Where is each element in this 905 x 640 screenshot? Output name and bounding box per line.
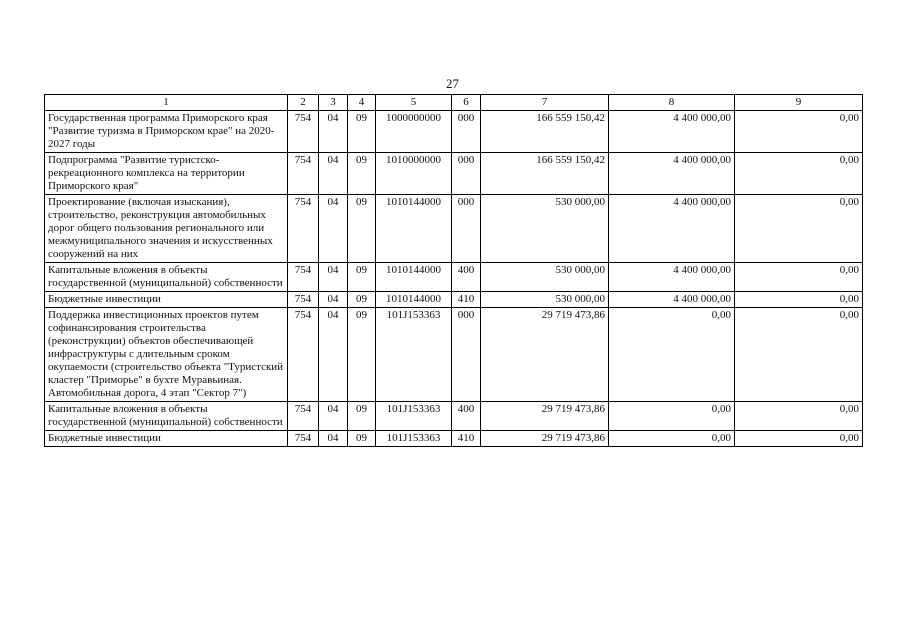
- amount-col7: 29 719 473,86: [481, 308, 609, 402]
- section-code: 04: [319, 431, 348, 447]
- target-article-code: 1010144000: [376, 263, 452, 292]
- header-cell: 6: [452, 95, 481, 111]
- table-row: [45, 153, 863, 195]
- ministry-code: 754: [288, 153, 319, 195]
- header-cell: 2: [288, 95, 319, 111]
- expense-type-code: 000: [452, 111, 481, 153]
- amount-col9: 0,00: [735, 308, 863, 402]
- table-row: [45, 431, 863, 447]
- target-article-code: 101J153363: [376, 402, 452, 431]
- subsection-code: 09: [348, 111, 376, 153]
- table-row: [45, 195, 863, 263]
- subsection-code: 09: [348, 292, 376, 308]
- amount-col9: 0,00: [735, 153, 863, 195]
- amount-col7: 29 719 473,86: [481, 431, 609, 447]
- ministry-code: 754: [288, 402, 319, 431]
- subsection-code: 09: [348, 431, 376, 447]
- section-code: 04: [319, 402, 348, 431]
- table-row: [45, 292, 863, 308]
- amount-col9: 0,00: [735, 402, 863, 431]
- ministry-code: 754: [288, 431, 319, 447]
- header-cell: 3: [319, 95, 348, 111]
- amount-col8: 4 400 000,00: [609, 195, 735, 263]
- amount-col8: 0,00: [609, 431, 735, 447]
- budget-table: [44, 94, 863, 447]
- row-name: Капитальные вложения в объекты государственной (муниципальной) собственности: [45, 263, 288, 292]
- row-name: Государственная программа Приморского края "Развитие туризма в Приморском крае" на 2020-2027 годы: [45, 111, 288, 153]
- subsection-code: 09: [348, 153, 376, 195]
- ministry-code: 754: [288, 195, 319, 263]
- table-row: [45, 111, 863, 153]
- ministry-code: 754: [288, 111, 319, 153]
- expense-type-code: 000: [452, 153, 481, 195]
- table-row: [45, 402, 863, 431]
- header-cell: 4: [348, 95, 376, 111]
- amount-col8: 0,00: [609, 308, 735, 402]
- amount-col7: 166 559 150,42: [481, 153, 609, 195]
- header-cell: 1: [45, 95, 288, 111]
- row-name: Бюджетные инвестиции: [45, 431, 288, 447]
- row-name: Бюджетные инвестиции: [45, 292, 288, 308]
- target-article-code: 1010144000: [376, 292, 452, 308]
- section-code: 04: [319, 195, 348, 263]
- section-code: 04: [319, 263, 348, 292]
- header-cell: 8: [609, 95, 735, 111]
- amount-col8: 4 400 000,00: [609, 263, 735, 292]
- amount-col8: 0,00: [609, 402, 735, 431]
- header-cell: 9: [735, 95, 863, 111]
- header-cell: 5: [376, 95, 452, 111]
- expense-type-code: 400: [452, 402, 481, 431]
- target-article-code: 1000000000: [376, 111, 452, 153]
- amount-col7: 530 000,00: [481, 195, 609, 263]
- target-article-code: 1010144000: [376, 195, 452, 263]
- ministry-code: 754: [288, 263, 319, 292]
- table-row: [45, 263, 863, 292]
- ministry-code: 754: [288, 292, 319, 308]
- expense-type-code: 000: [452, 195, 481, 263]
- row-name: Проектирование (включая изыскания), строительство, реконструкция автомобильных дорог общего пользования регионального или межмуниципального значения и искусственных сооружений на них: [45, 195, 288, 263]
- section-code: 04: [319, 292, 348, 308]
- amount-col9: 0,00: [735, 431, 863, 447]
- header-cell: 7: [481, 95, 609, 111]
- target-article-code: 101J153363: [376, 431, 452, 447]
- amount-col7: 166 559 150,42: [481, 111, 609, 153]
- amount-col7: 29 719 473,86: [481, 402, 609, 431]
- subsection-code: 09: [348, 263, 376, 292]
- amount-col8: 4 400 000,00: [609, 111, 735, 153]
- expense-type-code: 410: [452, 292, 481, 308]
- amount-col9: 0,00: [735, 111, 863, 153]
- table-row: [45, 308, 863, 402]
- amount-col7: 530 000,00: [481, 263, 609, 292]
- target-article-code: 101J153363: [376, 308, 452, 402]
- subsection-code: 09: [348, 308, 376, 402]
- amount-col7: 530 000,00: [481, 292, 609, 308]
- amount-col8: 4 400 000,00: [609, 153, 735, 195]
- expense-type-code: 400: [452, 263, 481, 292]
- section-code: 04: [319, 111, 348, 153]
- amount-col9: 0,00: [735, 292, 863, 308]
- row-name: Капитальные вложения в объекты государственной (муниципальной) собственности: [45, 402, 288, 431]
- section-code: 04: [319, 308, 348, 402]
- expense-type-code: 000: [452, 308, 481, 402]
- row-name: Подпрограмма "Развитие туристско-рекреационного комплекса на территории Приморского края": [45, 153, 288, 195]
- expense-type-code: 410: [452, 431, 481, 447]
- section-code: 04: [319, 153, 348, 195]
- target-article-code: 1010000000: [376, 153, 452, 195]
- amount-col8: 4 400 000,00: [609, 292, 735, 308]
- amount-col9: 0,00: [735, 263, 863, 292]
- row-name: Поддержка инвестиционных проектов путем софинансирования строительства (реконструкции) объектов обеспечивающей инфраструктуры с длительным сроком окупаемости (строительство объекта "Туристский кластер "Приморье" в бухте Муравьиная. Автомобильная дорога, 4 этап "Сектор 7"): [45, 308, 288, 402]
- subsection-code: 09: [348, 195, 376, 263]
- page-number: 27: [446, 76, 459, 91]
- header-row: [45, 95, 863, 111]
- ministry-code: 754: [288, 308, 319, 402]
- amount-col9: 0,00: [735, 195, 863, 263]
- subsection-code: 09: [348, 402, 376, 431]
